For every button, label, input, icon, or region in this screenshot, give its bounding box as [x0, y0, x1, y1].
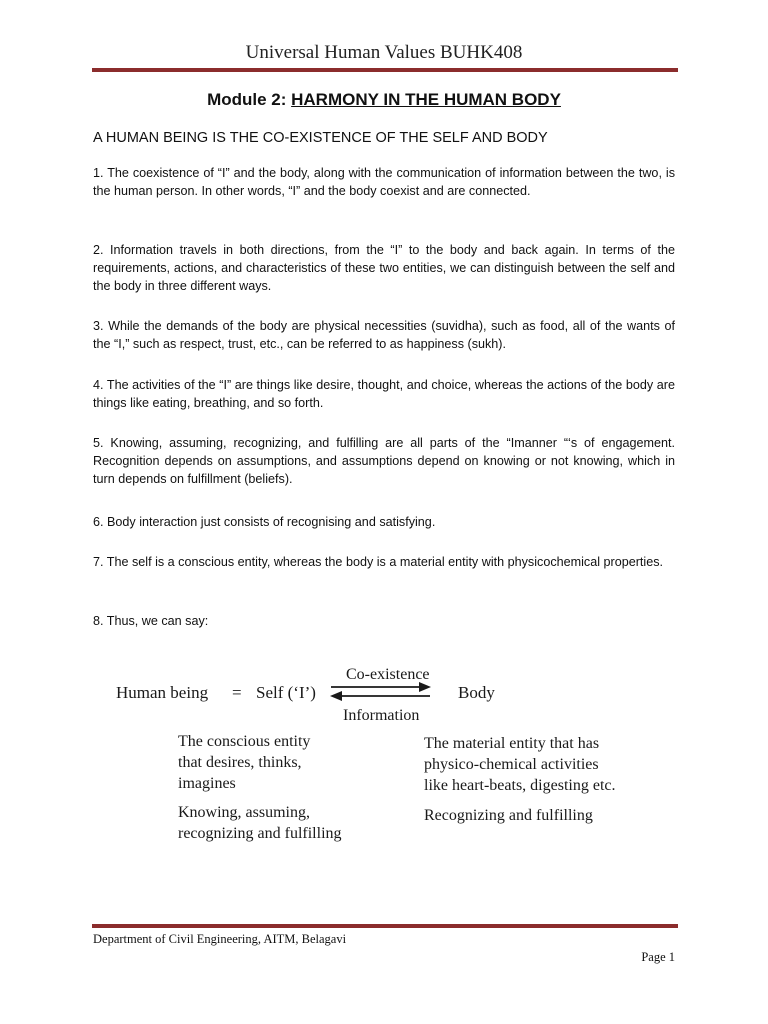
self-activities-line-2: recognizing and fulfilling: [178, 825, 342, 842]
footer-rule: [92, 924, 678, 928]
paragraph-1: 1. The coexistence of “I” and the body, along with the communication of information between the two, is the human person. In other words, “I” and the body coexist and are connected.: [93, 166, 675, 198]
footer-page-number: Page 1: [641, 950, 675, 964]
diagram-coexistence: Co-existence: [346, 666, 430, 683]
section-subheading: A HUMAN BEING IS THE CO-EXISTENCE OF THE SELF AND BODY: [93, 130, 548, 146]
paragraph-6: 6. Body interaction just consists of recognising and satisfying.: [93, 515, 436, 529]
self-desc-line-1: The conscious entity: [178, 733, 311, 750]
footer-department: Department of Civil Engineering, AITM, Belagavi: [93, 932, 347, 946]
self-body-diagram: [112, 655, 672, 855]
module-prefix: Module 2:: [207, 90, 292, 109]
arrow-left-head: [330, 691, 342, 701]
paragraph-7: 7. The self is a conscious entity, whereas the body is a material entity with physicochemical properties.: [93, 555, 664, 569]
module-topic: HARMONY IN THE HUMAN BODY: [291, 90, 561, 109]
diagram-equals: =: [232, 683, 242, 702]
diagram-information: Information: [343, 707, 420, 724]
body-desc-line-3: like heart-beats, digesting etc.: [424, 777, 616, 794]
self-desc-line-2: that desires, thinks,: [178, 754, 302, 771]
paragraph-4: 4. The activities of the “I” are things like desire, thought, and choice, whereas the actions of the body are things like eating, breathing, and so forth.: [93, 378, 675, 410]
module-heading: [0, 90, 768, 110]
paragraph-3: 3. While the demands of the body are physical necessities (suvidha), such as food, all of the wants of the “I,” such as respect, trust, etc., can be referred to as happiness (sukh).: [93, 319, 675, 351]
page-header-title: Universal Human Values BUHK408: [245, 42, 523, 63]
body-activities-line-1: Recognizing and fulfilling: [424, 807, 593, 824]
paragraph-8: 8. Thus, we can say:: [93, 614, 209, 628]
diagram-human-being: Human being: [116, 683, 209, 702]
diagram-body: Body: [458, 683, 495, 702]
self-activities-line-1: Knowing, assuming,: [178, 804, 310, 821]
diagram-self: Self (‘I’): [256, 683, 316, 702]
header-rule: [92, 68, 678, 72]
body-desc-line-1: The material entity that has: [424, 735, 600, 752]
paragraph-5: 5. Knowing, assuming, recognizing, and fulfilling are all parts of the “Imanner “‘s of engagement. Recognition depends on assumptions, and assumptions depend on knowing or not knowing, which in turn depends on fulfillment (beliefs).: [93, 436, 675, 486]
self-desc-line-3: imagines: [178, 775, 236, 792]
arrow-right-head: [419, 682, 431, 692]
paragraph-2: 2. Information travels in both directions, from the “I” to the body and back again. In terms of the requirements, actions, and characteristics of these two entities, we can distinguish between the self and the body in three different ways.: [93, 243, 675, 293]
body-desc-line-2: physico-chemical activities: [424, 756, 599, 773]
